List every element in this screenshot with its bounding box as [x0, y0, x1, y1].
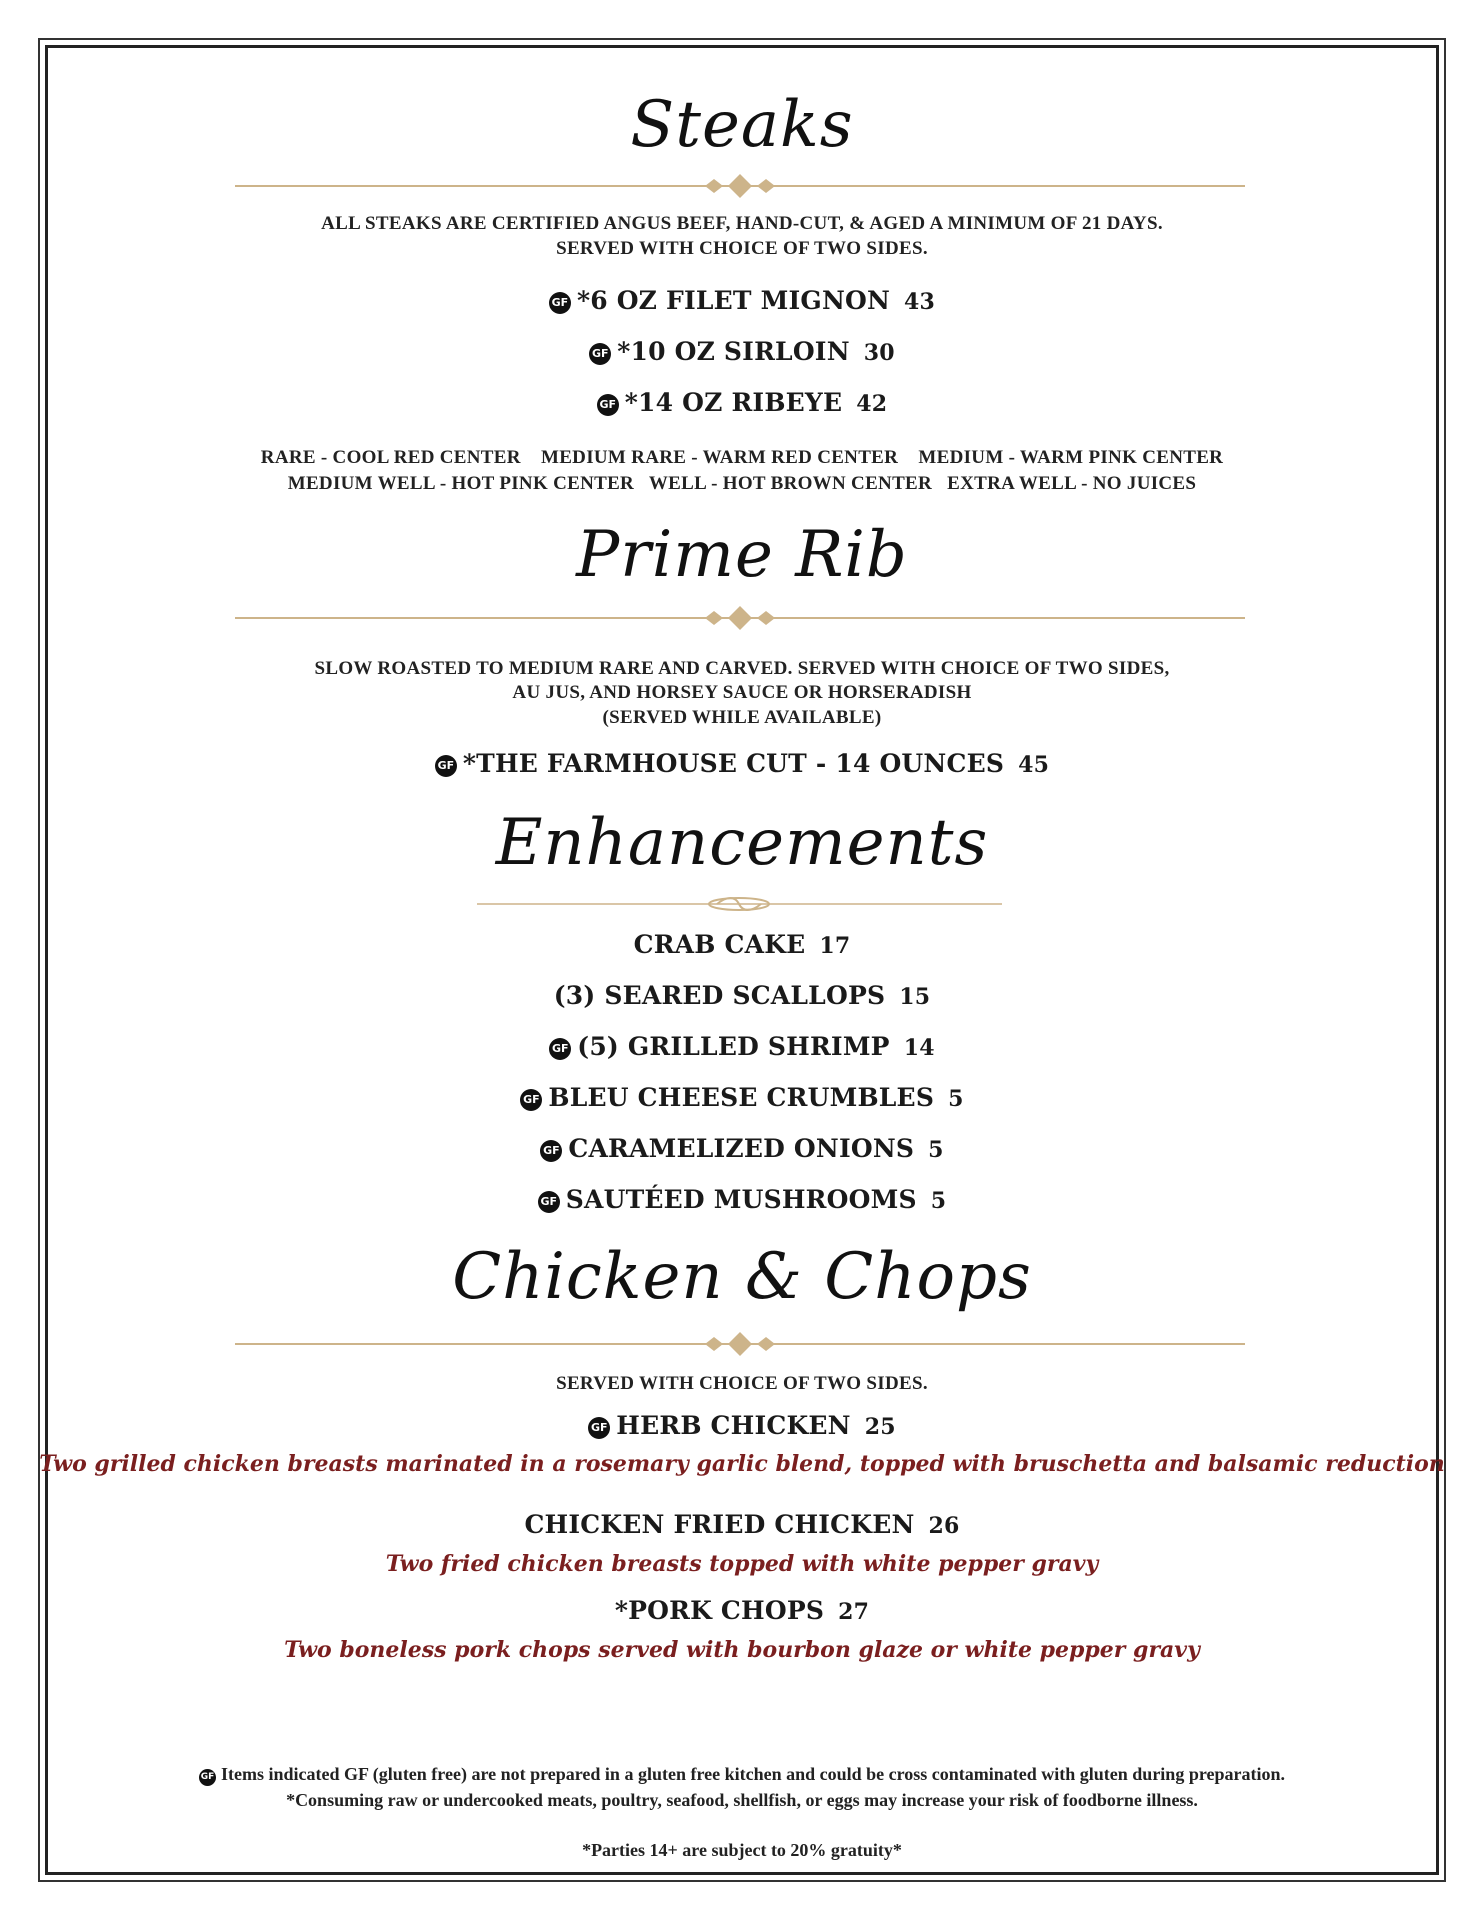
gluten-free-icon: GF	[597, 394, 619, 416]
item-price: 27	[838, 1599, 870, 1625]
chicken-chops-title: Chicken & Chops	[452, 1240, 1032, 1314]
enhancements-divider	[477, 894, 1002, 914]
menu-item-bleu-cheese	[0, 1083, 1484, 1112]
steak-temperatures-1: RARE - COOL RED CENTER MEDIUM RARE - WARM RED CENTER MEDIUM - WARM PINK CENTER	[260, 447, 1224, 468]
menu-item-filet-mignon	[0, 286, 1484, 315]
prime-rib-note-1: SLOW ROASTED TO MEDIUM RARE AND CARVED. SERVED WITH CHOICE OF TWO SIDES,	[314, 658, 1170, 679]
item-name: SAUTÉED MUSHROOMS	[565, 1185, 917, 1214]
footer-raw-note: *Consuming raw or undercooked meats, poultry, seafood, shellfish, or eggs may increase your risk of foodborne illness.	[286, 1790, 1198, 1810]
item-description-chicken-fried-chicken: Two fried chicken breasts topped with white pepper gravy	[385, 1551, 1099, 1577]
item-name: BLEU CHEESE CRUMBLES	[548, 1083, 935, 1112]
item-name: CHICKEN FRIED CHICKEN	[524, 1510, 915, 1539]
menu-item-crab-cake	[0, 930, 1484, 959]
item-price: 45	[1018, 752, 1050, 778]
item-name: *6 OZ FILET MIGNON	[576, 286, 891, 315]
steaks-divider	[235, 174, 1245, 198]
item-price: 5	[928, 1137, 944, 1163]
item-price: 17	[819, 933, 851, 959]
chicken-chops-divider	[235, 1332, 1245, 1356]
item-name: *THE FARMHOUSE CUT - 14 OUNCES	[462, 749, 1005, 778]
prime-rib-note-3: (SERVED WHILE AVAILABLE)	[602, 707, 882, 728]
menu-item-farmhouse-cut	[0, 749, 1484, 778]
item-price: 5	[948, 1086, 964, 1112]
item-name: *PORK CHOPS	[614, 1596, 825, 1625]
item-price: 5	[930, 1188, 947, 1214]
menu-item-pork-chops	[0, 1596, 1484, 1625]
item-name: CRAB CAKE	[633, 930, 806, 959]
item-name: *14 OZ RIBEYE	[624, 388, 843, 417]
gluten-free-icon: GF	[520, 1089, 542, 1111]
gluten-free-icon: GF	[435, 755, 457, 777]
item-price: 15	[899, 984, 931, 1010]
menu-item-sauteed-mushrooms	[0, 1185, 1484, 1214]
menu-item-ribeye	[0, 388, 1484, 417]
steak-temperatures-2: MEDIUM WELL - HOT PINK CENTER WELL - HOT BROWN CENTER EXTRA WELL - NO JUICES	[287, 473, 1197, 494]
gluten-free-icon: GF	[549, 292, 571, 314]
chicken-chops-note: SERVED WITH CHOICE OF TWO SIDES.	[556, 1373, 928, 1394]
item-price: 26	[928, 1513, 960, 1539]
footer-gf-note	[0, 1761, 1484, 1787]
menu-item-chicken-fried-chicken	[0, 1510, 1484, 1539]
item-price: 30	[863, 340, 895, 366]
item-price: 43	[904, 289, 936, 315]
steaks-note-2: SERVED WITH CHOICE OF TWO SIDES.	[556, 238, 928, 259]
item-price: 14	[903, 1035, 935, 1061]
menu-item-grilled-shrimp	[0, 1032, 1484, 1061]
gluten-free-icon: GF	[549, 1038, 571, 1060]
item-name: HERB CHICKEN	[616, 1411, 851, 1440]
menu-item-sirloin	[0, 337, 1484, 366]
gf-disclaimer: Items indicated GF (gluten free) are not prepared in a gluten free kitchen and could be cross contaminated with gluten during preparation.	[220, 1764, 1285, 1784]
gluten-free-icon: GF	[540, 1140, 562, 1162]
prime-rib-divider	[235, 606, 1245, 630]
gluten-free-icon: GF	[538, 1191, 560, 1213]
steaks-title: Steaks	[630, 88, 854, 162]
item-price: 25	[864, 1414, 896, 1440]
menu-item-seared-scallops	[0, 981, 1484, 1010]
item-name: (5) GRILLED SHRIMP	[577, 1032, 890, 1061]
item-price: 42	[856, 391, 888, 417]
enhancements-title: Enhancements	[495, 806, 989, 880]
menu-item-caramelized-onions	[0, 1134, 1484, 1163]
gluten-free-icon: GF	[199, 1769, 216, 1786]
gluten-free-icon: GF	[588, 1417, 610, 1439]
item-description-herb-chicken: Two grilled chicken breasts marinated in a rosemary garlic blend, topped with bruschetta and balsamic reduction	[39, 1451, 1445, 1477]
gluten-free-icon: GF	[589, 343, 611, 365]
steaks-note-1: ALL STEAKS ARE CERTIFIED ANGUS BEEF, HAND-CUT, & AGED A MINIMUM OF 21 DAYS.	[321, 213, 1163, 234]
item-description-pork-chops: Two boneless pork chops served with bourbon glaze or white pepper gravy	[284, 1637, 1200, 1663]
item-name: CARAMELIZED ONIONS	[568, 1134, 915, 1163]
menu-item-herb-chicken	[0, 1411, 1484, 1440]
footer-gratuity: *Parties 14+ are subject to 20% gratuity*	[582, 1840, 902, 1860]
item-name: (3) SEARED SCALLOPS	[553, 981, 886, 1010]
item-name: *10 OZ SIRLOIN	[617, 337, 850, 366]
prime-rib-title: Prime Rib	[576, 518, 908, 592]
prime-rib-note-2: AU JUS, AND HORSEY SAUCE OR HORSERADISH	[512, 682, 972, 703]
